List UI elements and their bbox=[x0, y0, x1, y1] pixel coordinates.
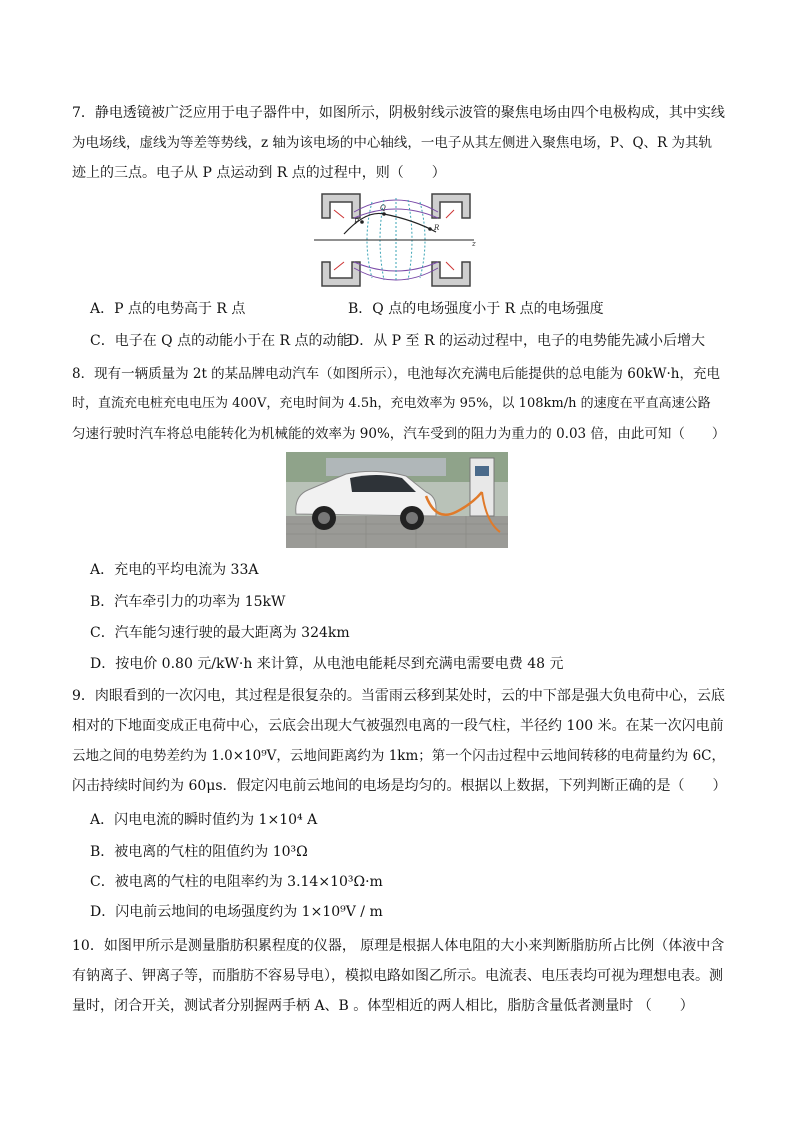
q9-option-b: B．被电离的气柱的阻值约为 10³Ω bbox=[90, 844, 308, 860]
q7-option-b: B．Q 点的电场强度小于 R 点的电场强度 bbox=[348, 301, 604, 317]
q9-line-1: 9．肉眼看到的一次闪电，其过程是很复杂的。当雷雨云移到某处时，云的中下部是强大负电荷中心，云底 bbox=[72, 688, 725, 704]
q9-line-3: 云地之间的电势差约为 1.0×10⁹V，云地间距离约为 1km；第一个闪击过程中云地间转移的电荷量约为 6C， bbox=[72, 748, 725, 764]
q9-line-4: 闪击持续时间约为 60μs．假定闪电前云地间的电场是均匀的。根据以上数据，下列判断正确的是（ ） bbox=[72, 778, 727, 794]
q8-option-a: A．充电的平均电流为 33A bbox=[90, 562, 259, 578]
q7-option-d: D．从 P 至 R 的运动过程中，电子的电势能先减小后增大 bbox=[348, 333, 705, 349]
q9-option-d: D．闪电前云地间的电场强度约为 1×10⁹V / m bbox=[90, 904, 383, 920]
electric-car-charging-photo bbox=[286, 452, 508, 548]
q8-option-d: D．按电价 0.80 元/kW·h 来计算，从电池电能耗尽到充满电需要电费 48 元 bbox=[90, 656, 564, 672]
q9-line-2: 相对的下地面变成正电荷中心，云底会出现大气被强烈电离的一段气柱，半径约 100 米。在某一次闪电前 bbox=[72, 718, 724, 734]
q8-option-c: C．汽车能匀速行驶的最大距离为 324km bbox=[90, 625, 350, 641]
q9-option-c: C．被电离的气柱的电阻率约为 3.14×10³Ω·m bbox=[90, 874, 383, 890]
point-r-label: R bbox=[434, 224, 440, 232]
q10-line-2: 有钠离子、钾离子等，而脂肪不容易导电），模拟电路如图乙所示。电流表、电压表均可视为理想电表。测 bbox=[72, 968, 723, 984]
q8-option-b: B．汽车牵引力的功率为 15kW bbox=[90, 594, 286, 610]
q10-line-1: 10．如图甲所示是测量脂肪积累程度的仪器， 原理是根据人体电阻的大小来判断脂肪所占比例（体液中含 bbox=[72, 938, 725, 954]
electrostatic-lens-figure bbox=[314, 190, 478, 290]
q7-option-a: A．P 点的电势高于 R 点 bbox=[90, 301, 246, 317]
q7-option-c: C．电子在 Q 点的动能小于在 R 点的动能 bbox=[90, 333, 351, 349]
q8-line-1: 8．现有一辆质量为 2t 的某品牌电动汽车（如图所示），电池每次充满电后能提供的总电能为 60kW·h，充电 bbox=[72, 366, 720, 382]
point-q-label: Q bbox=[380, 204, 386, 212]
q7-line-3: 迹上的三点。电子从 P 点运动到 R 点的过程中，则（ ） bbox=[72, 165, 446, 181]
q9-option-a: A．闪电电流的瞬时值约为 1×10⁴ A bbox=[90, 812, 318, 828]
q10-line-3: 量时，闭合开关，测试者分别握两手柄 A、B 。体型相近的两人相比，脂肪含量低者测量时 （ ） bbox=[72, 998, 694, 1014]
q7-line-1: 7．静电透镜被广泛应用于电子器件中，如图所示，阴极射线示波管的聚焦电场由四个电极构成，其中实线 bbox=[72, 105, 725, 121]
point-p-label: P bbox=[354, 218, 359, 226]
q8-line-2: 时，直流充电桩充电电压为 400V，充电时间为 4.5h，充电效率为 95%，以 108km/h 的速度在平直高速公路 bbox=[72, 396, 711, 411]
q8-line-3: 匀速行驶时汽车将总电能转化为机械能的效率为 90%，汽车受到的阻力为重力的 0.03 倍，由此可知（ ） bbox=[72, 426, 726, 442]
z-axis-label: z bbox=[472, 240, 476, 248]
q7-line-2: 为电场线，虚线为等差等势线，z 轴为该电场的中心轴线，一电子从其左侧进入聚焦电场，P、Q、R 为其轨 bbox=[72, 135, 713, 151]
